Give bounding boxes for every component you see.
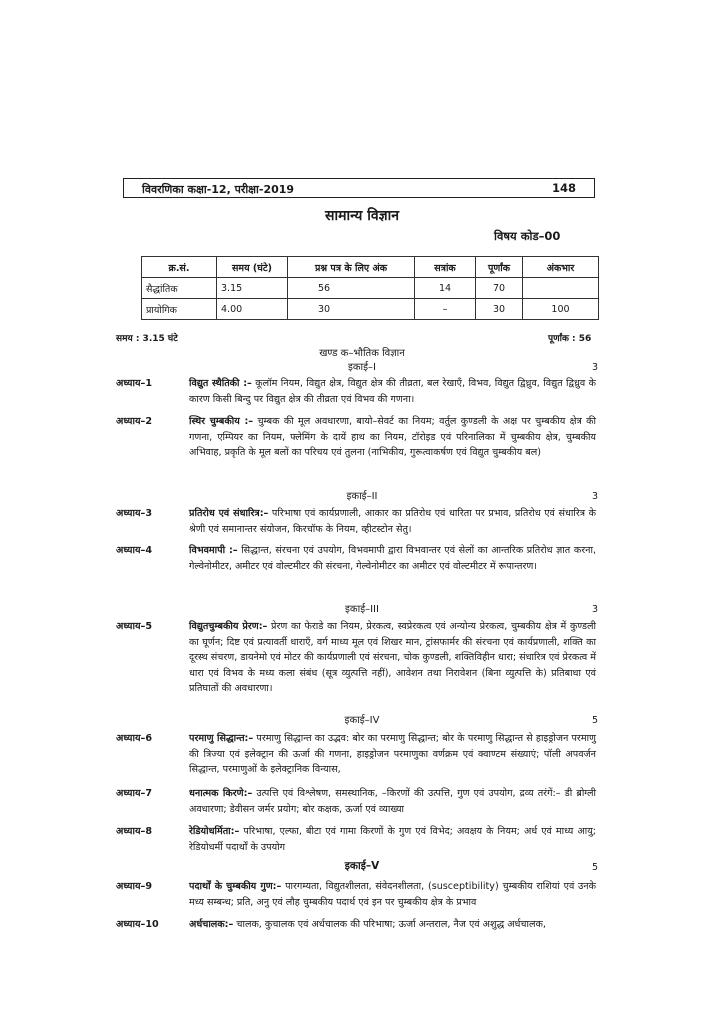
chapter-text: चालक, कुचालक एवं अर्धचालक की परिभाषा; ऊर्जा अन्तराल, नैज एवं अशुद्ध अर्धचालक, [233, 919, 546, 930]
chapter-term: परमाणु सिद्धान्त:– [189, 733, 254, 744]
chapter-text: परिभाषा, एल्फा, बीटा एवं गामा किरणों के गुण एवं विभेद; अवक्षय के नियम; अर्ध एवं माध्य आयु; रेडियोधर्मी पदार्थों के उपयोग [189, 826, 596, 853]
unit-marks: 3 [592, 491, 599, 502]
chapter-term: धनात्मक किरणे:– [189, 788, 253, 799]
table-header-cell: सत्रांक [415, 257, 476, 278]
table-row [142, 299, 599, 320]
chapter-term: अर्धचालक:– [189, 919, 234, 930]
table-header-row [142, 257, 599, 278]
chapter-8 [116, 824, 596, 855]
page-number: 148 [551, 181, 576, 195]
table-cell: सैद्धांतिक [142, 278, 217, 299]
chapter-text: सिद्धान्त, संरचना एवं उपयोग, विभवमापी द्वारा विभवान्तर एवं सेलों का आन्तरिक प्रतिरोध ज्ञात करना, गेल्वेनोमीटर, अमीटर एवं वोल्टमीटर की संरचना, गेल्वेनोमीटर का अमीटर एवं वोल्टमीटर में रूपान्तरण। [189, 545, 596, 572]
chapter-label: अध्याय–8 [116, 826, 153, 837]
table-cell: 30 [288, 299, 415, 320]
chapter-label: अध्याय–10 [116, 919, 159, 930]
chapter-label: अध्याय–5 [116, 621, 153, 632]
chapter-2 [116, 414, 596, 461]
table-cell: – [415, 299, 476, 320]
marks-table [141, 256, 599, 320]
table-cell: 3.15 [217, 278, 288, 299]
header-box [123, 178, 595, 198]
unit-marks: 3 [592, 362, 599, 373]
exam-time: समय : 3.15 घंटे [116, 334, 178, 344]
total-marks: पूर्णांक : 56 [548, 334, 592, 344]
unit-heading: इकाई–III [345, 604, 379, 615]
table-cell: 30 [476, 299, 523, 320]
chapter-label: अध्याय–6 [116, 733, 153, 744]
chapter-label: अध्याय–1 [116, 378, 153, 389]
chapter-label: अध्याय–2 [116, 416, 153, 427]
chapter-term: पदार्थों के चुम्बकीय गुण:– [189, 881, 282, 892]
chapter-term: विद्युतचुम्बकीय प्रेरण:– [189, 621, 268, 632]
table-header-cell: समय (घंटे) [217, 257, 288, 278]
chapter-5 [116, 619, 596, 697]
subject-title: सामान्य विज्ञान [325, 208, 399, 224]
chapter-label: अध्याय–3 [116, 508, 153, 519]
table-cell: 14 [415, 278, 476, 299]
chapter-label: अध्याय–4 [116, 545, 153, 556]
chapter-label: अध्याय–9 [116, 881, 153, 892]
chapter-3 [116, 506, 596, 537]
chapter-6 [116, 731, 596, 778]
chapter-text: कूलॉम नियम, विद्युत क्षेत्र, विद्युत क्षेत्र की तीव्रता, बल रेखाएँ, विभव, विद्युत द्विध्रुव, विद्युत द्विध्रुव के कारण किसी बिन्दु पर विद्युत क्षेत्र की तीव्रता एवं विभव की गणना। [189, 378, 597, 405]
chapter-4 [116, 543, 596, 574]
unit-heading: इकाई–I [347, 362, 377, 373]
chapter-text: परिभाषा एवं कार्यप्रणाली, आकार का प्रतिरोध एवं धारिता पर प्रभाव, प्रतिरोध एवं संधारित्र के श्रेणी एवं समानान्तर संयोजन, किरचॉफ के नियम, व्हीटस्टोन सेतु। [189, 508, 597, 535]
chapter-term: स्थिर चुम्बकीय :– [189, 416, 254, 427]
table-header-cell: प्रश्न पत्र के लिए अंक [288, 257, 415, 278]
unit-heading: इकाई–II [346, 491, 378, 502]
chapter-9 [116, 879, 596, 910]
chapter-text: पारगम्यता, विद्युतशीलता, संवेदनशीलता, (susceptibility) चुम्बकीय राशियां एवं उनके मध्य सम्बन्ध; प्रति, अनु एवं लौह चुम्बकीय पदार्थ एवं इन पर चुम्बकीय क्षेत्र के प्रभाव [189, 881, 596, 908]
table-row [142, 278, 599, 299]
subject-code: विषय कोड–00 [494, 229, 561, 243]
table-header-cell: पूर्णांक [476, 257, 523, 278]
chapter-term: रेडियोधर्मिता:– [189, 826, 240, 837]
chapter-text: चुम्बक की मूल अवधारणा, बायो–सेवर्ट का नियम; वर्तुल कुण्डली के अक्ष पर चुम्बकीय क्षेत्र की गणना, एम्पियर का नियम, फ्लेमिंग के दायें हाथ का नियम, टॉरोइड एवं परिनालिका में चुम्बकीय क्षेत्र, चुम्बकीय अभिवाह, प्रकृति के मूल बलों का परिचय एवं तुलना (नाभिकीय, गुरूत्वाकर्षण एवं विद्युत चुम्बकीय बल) [189, 416, 596, 458]
chapter-term: प्रतिरोध एवं संधारित्र:– [189, 508, 269, 519]
unit-heading: इकाई–IV [344, 715, 380, 726]
chapter-label: अध्याय–7 [116, 788, 153, 799]
table-cell: 100 [523, 299, 599, 320]
table-header-cell: अंकभार [523, 257, 599, 278]
chapter-text: परमाणु सिद्धान्त का उद्भव: बोर का परमाणु सिद्धान्त; बोर के परमाणु सिद्धान्त से हाइड्रोजन परमाणु की त्रिज्या एवं इलेक्ट्रान की ऊर्जा की गणना, हाइड्रोजन परमाणुका वर्णक्रम एवं क्वाण्टम संख्याएं; पॉली अपवर्जन सिद्धान्त, परमाणुओं के इलेक्ट्रानिक विन्यास, [189, 733, 596, 775]
unit-marks: 5 [592, 715, 599, 726]
chapter-term: विभवमापी :– [189, 545, 238, 556]
table-cell [523, 278, 599, 299]
chapter-term: विद्युत स्थैतिकी :– [189, 378, 252, 389]
section-title: खण्ड क–भौतिक विज्ञान [319, 348, 405, 359]
chapter-7 [116, 786, 596, 817]
chapter-text: उत्पत्ति एवं विश्लेषण, समस्थानिक, –किरणों की उत्पत्ति, गुण एवं उपयोग, द्रव्य तरंगें:– डी ब्रोग्ली अवधारणा; डेवीसन जर्मर प्रयोग; बोर कक्षक, ऊर्जा एवं व्याख्या [189, 788, 596, 815]
table-cell: 56 [288, 278, 415, 299]
unit-marks: 5 [592, 862, 599, 873]
chapter-10 [116, 917, 596, 933]
chapter-text: प्रेरण का फेराडे का नियम, प्रेरकत्व, स्वप्रेरकत्व एवं अन्योन्य प्रेरकत्व, चुम्बकीय क्षेत्र में कुण्डली का घूर्णन; दिष्ट एवं प्रत्यावर्ती धाराएँ, वर्ग माध्य मूल एवं शिखर मान, ट्रांसफार्मर की संरचना एवं कार्यप्रणाली, शक्ति का दूरस्थ संचरण, डायनेमो एवं मोटर की कार्यप्रणाली एवं संरचना, चोक कुण्डली, शक्तिविहीन धारा; संधारित्र एवं प्रेरकत्व में धारा एवं विभव के मध्य कला संबंध (सूत्र व्युत्पत्ति नहीं), आवेशन तथा निरावेशन (बिना व्युत्पत्ति के) प्रतिबाधा एवं प्रतिघातों की अवधारणा। [189, 621, 596, 694]
unit-heading: इकाई–V [344, 860, 380, 872]
unit-marks: 3 [592, 604, 599, 615]
chapter-1 [116, 376, 596, 407]
header-title: विवरणिका कक्षा-12, परीक्षा-2019 [142, 183, 295, 196]
table-header-cell: क्र.सं. [142, 257, 217, 278]
table-cell: 70 [476, 278, 523, 299]
table-cell: प्रायोगिक [142, 299, 217, 320]
table-cell: 4.00 [217, 299, 288, 320]
